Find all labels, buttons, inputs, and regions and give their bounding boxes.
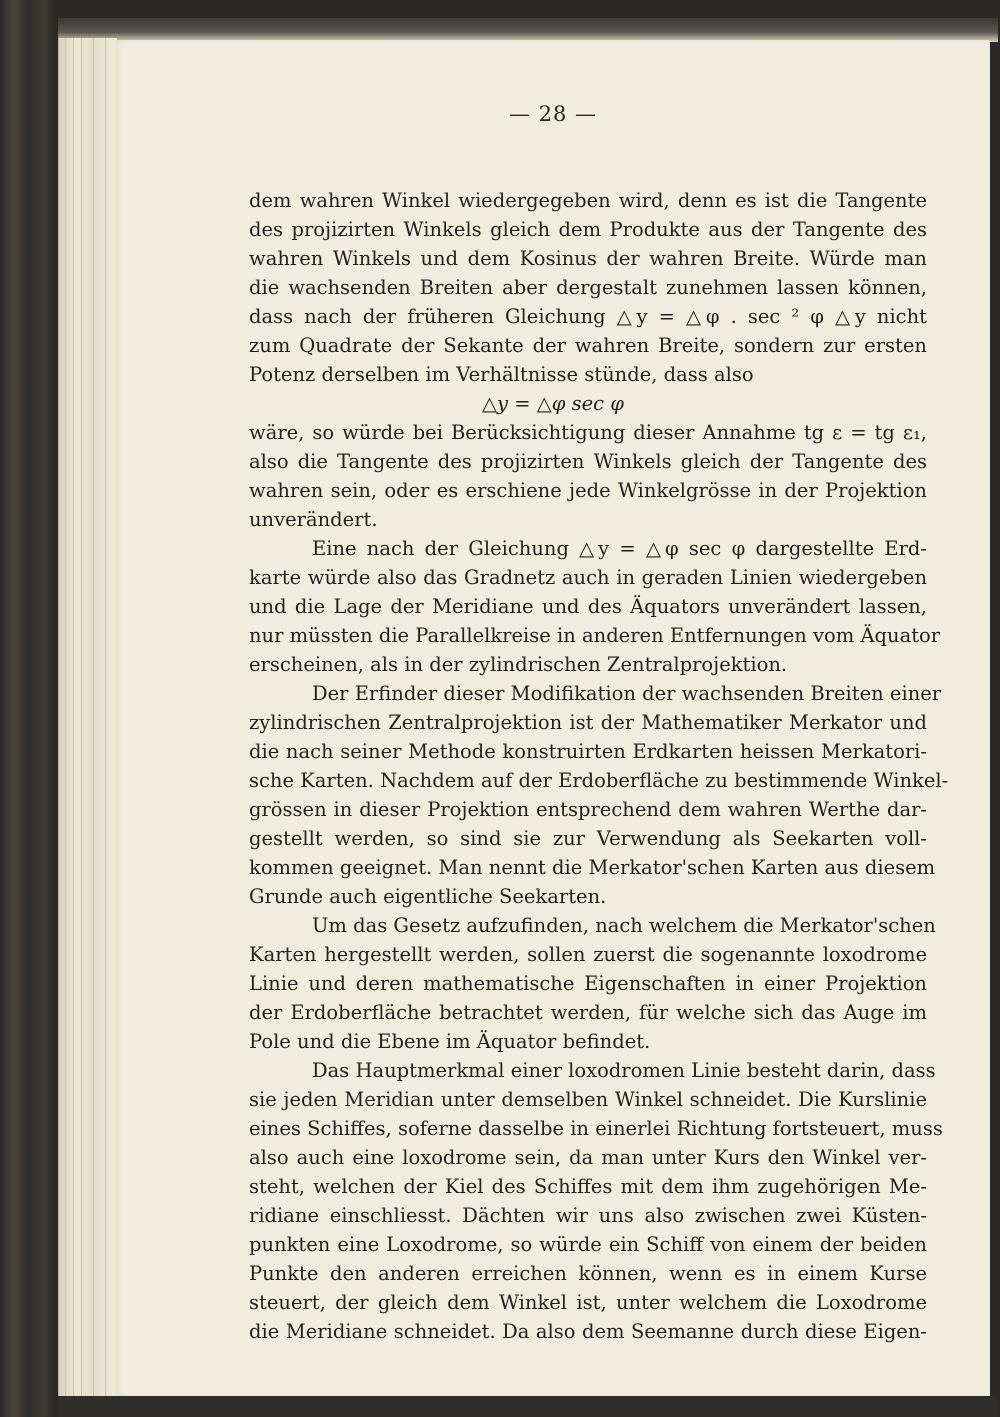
text-line: Pole und die Ebene im Äquator befindet.	[249, 1030, 651, 1053]
text-line: dem wahren Winkel wiedergegeben wird, denn es ist die Tangente	[249, 189, 927, 212]
text-line: sie jeden Meridian unter demselben Winkel schneidet. Die Kurslinie	[249, 1088, 927, 1111]
text-line: wäre, so würde bei Berücksichtigung dieser Annahme tg ε = tg ε₁,	[249, 421, 927, 444]
text-line: Grunde auch eigentliche Seekarten.	[249, 885, 607, 908]
text-line: Potenz derselben im Verhältnisse stünde, dass also	[249, 363, 754, 386]
text-line: punkten eine Loxodrome, so würde ein Schiff von einem der beiden	[249, 1233, 927, 1256]
text-line: und die Lage der Meridiane und des Äquators unverändert lassen,	[249, 595, 927, 618]
text-line: Punkte den anderen erreichen können, wenn es in einem Kurse	[249, 1262, 927, 1285]
text-line: wahren Winkels und dem Kosinus der wahren Breite. Würde man	[249, 247, 927, 270]
text-line: Eine nach der Gleichung △y = △φ sec φ dargestellte Erd-	[312, 537, 927, 560]
text-line: steht, welchen der Kiel des Schiffes mit dem ihm zugehörigen Me-	[249, 1175, 927, 1198]
formula: △y = △φ sec φ	[482, 392, 624, 415]
text-line: Karten hergestellt werden, sollen zuerst die sogenannte loxodrome	[249, 943, 927, 966]
text-line: karte würde also das Gradnetz auch in geraden Linien wiedergeben	[249, 566, 927, 589]
page-bottom-edge	[58, 1396, 998, 1417]
text-line: gestellt werden, so sind sie zur Verwendung als Seekarten voll-	[249, 827, 927, 850]
text-line: des projizirten Winkels gleich dem Produkte aus der Tangente des	[249, 218, 927, 241]
text-line: Um das Gesetz aufzufinden, nach welchem die Merkator'schen	[312, 914, 936, 937]
book-page	[116, 40, 990, 1398]
text-line: erscheinen, als in der zylindrischen Zentralprojektion.	[249, 653, 788, 676]
text-line: nur müssten die Parallelkreise in anderen Entfernungen vom Äquator	[249, 624, 941, 647]
text-line: Das Hauptmerkmal einer loxodromen Linie besteht darin, dass	[312, 1059, 936, 1082]
text-line: die nach seiner Methode konstruirten Erdkarten heissen Merkatori-	[249, 740, 927, 763]
text-line: also auch eine loxodrome sein, da man unter Kurs den Winkel ver-	[249, 1146, 927, 1169]
text-line: ridiane einschliesst. Dächten wir uns also zwischen zwei Küsten-	[249, 1204, 927, 1227]
text-line: zylindrischen Zentralprojektion ist der Mathematiker Merkator und	[249, 711, 927, 734]
text-line: eines Schiffes, soferne dasselbe in einerlei Richtung fortsteuert, muss	[249, 1117, 943, 1140]
text-line: Linie und deren mathematische Eigenschaften in einer Projektion	[249, 972, 927, 995]
text-line: Der Erfinder dieser Modifikation der wachsenden Breiten einer	[312, 682, 942, 705]
page-stack-edges	[58, 38, 117, 1400]
page-top-edge	[58, 18, 998, 42]
text-line: der Erdoberfläche betrachtet werden, für welche sich das Auge im	[249, 1001, 927, 1024]
page-number: — 28 —	[508, 102, 598, 126]
text-line: grössen in dieser Projektion entsprechend dem wahren Werthe dar-	[249, 798, 927, 821]
text-line: zum Quadrate der Sekante der wahren Breite, sondern zur ersten	[249, 334, 927, 357]
text-line: dass nach der früheren Gleichung △y = △φ . sec ² φ △y nicht	[249, 305, 927, 328]
text-line: steuert, der gleich dem Winkel ist, unter welchem die Loxodrome	[249, 1291, 927, 1314]
text-line: unverändert.	[249, 508, 378, 531]
text-line: die wachsenden Breiten aber dergestalt zunehmen lassen können,	[249, 276, 927, 299]
text-line: also die Tangente des projizirten Winkels gleich der Tangente des	[249, 450, 927, 473]
text-line: wahren sein, oder es erschiene jede Winkelgrösse in der Projektion	[249, 479, 927, 502]
text-line: sche Karten. Nachdem auf der Erdoberfläche zu bestimmende Winkel-	[249, 769, 949, 792]
text-line: kommen geeignet. Man nennt die Merkator'schen Karten aus diesem	[249, 856, 936, 879]
text-line: die Meridiane schneidet. Da also dem Seemanne durch diese Eigen-	[249, 1320, 927, 1343]
